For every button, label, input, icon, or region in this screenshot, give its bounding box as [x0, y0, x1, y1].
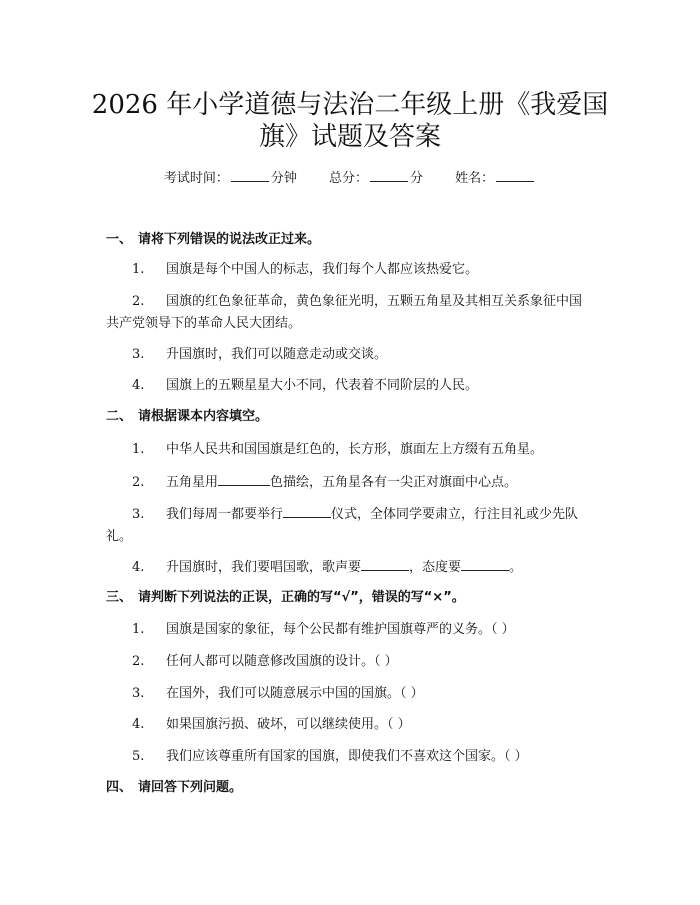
- exam-time-field: [164, 169, 297, 188]
- fill-in-blank: [283, 503, 331, 518]
- exam-meta: [0, 169, 700, 188]
- question-item: [106, 651, 606, 673]
- section-4-heading: [106, 779, 242, 797]
- question-text: 仪式，全体同学要肃立，行注目礼或少先队: [331, 507, 579, 522]
- question-text: ，态度要: [409, 560, 462, 575]
- question-text: 。: [509, 560, 523, 575]
- question-number: 1.: [132, 442, 145, 457]
- question-text: 中华人民共和国国旗是红色的，长方形，旗面左上方缀有五角星。: [166, 442, 544, 457]
- total-score-field: [329, 169, 423, 188]
- question-item: [106, 746, 606, 768]
- question-text: 色描绘，五角星各有一尖正对旗面中心点。: [270, 475, 518, 490]
- question-text: 在国外，我们可以随意展示中国的国旗。（ ）: [166, 686, 424, 701]
- exam-time-unit: 分钟: [270, 171, 297, 186]
- question-number: 5.: [132, 749, 145, 764]
- fill-in-blank: [218, 471, 270, 486]
- question-number: 3.: [132, 347, 145, 362]
- question-number: 4.: [132, 378, 145, 393]
- question-text: 如果国旗污损、破坏，可以继续使用。（ ）: [166, 717, 411, 732]
- question-text: 升国旗时，我们可以随意走动或交谈。: [166, 347, 388, 362]
- question-item: [106, 259, 606, 281]
- section-number: 一、: [106, 232, 133, 247]
- question-item: [106, 714, 606, 736]
- question-item: [106, 556, 606, 579]
- question-text: 国旗是每个中国人的标志，我们每个人都应该热爱它。: [166, 262, 479, 277]
- section-title: 请将下列错误的说法改正过来。: [138, 232, 321, 247]
- section-3-heading: [106, 589, 465, 607]
- fill-in-blank: [361, 556, 409, 571]
- question-item: [106, 375, 606, 397]
- question-number: 1.: [132, 262, 145, 277]
- question-item: [106, 439, 606, 461]
- question-text-continued: 共产党领导下的革命人民大团结。: [106, 316, 302, 331]
- exam-time-label: 考试时间：: [163, 171, 229, 186]
- question-text-continued: 礼。: [106, 529, 133, 544]
- question-item: [106, 683, 606, 705]
- fill-in-blank: [461, 556, 509, 571]
- question-number: 1.: [132, 622, 145, 637]
- question-number: 3.: [132, 507, 145, 522]
- question-text: 国旗的红色象征革命，黄色象征光明，五颗五角星及其相互关系象征中国: [166, 294, 583, 309]
- section-1-heading: [106, 231, 320, 249]
- section-title: 请回答下列问题。: [138, 780, 243, 795]
- total-score-label: 总分：: [328, 171, 368, 186]
- question-text: 国旗上的五颗星星大小不同，代表着不同阶层的人民。: [166, 378, 479, 393]
- exam-time-blank: [231, 169, 269, 182]
- question-number: 4.: [132, 560, 145, 575]
- question-text: 任何人都可以随意修改国旗的设计。（ ）: [166, 654, 398, 669]
- name-field: [455, 169, 536, 188]
- question-number: 2.: [132, 654, 145, 669]
- section-number: 四、: [106, 780, 133, 795]
- question-text: 五角星用: [166, 475, 219, 490]
- total-score-unit: 分: [410, 171, 424, 186]
- total-score-blank: [370, 169, 408, 182]
- question-text: 升国旗时，我们要唱国歌，歌声要: [166, 560, 362, 575]
- name-label: 姓名：: [455, 171, 495, 186]
- section-number: 三、: [106, 590, 133, 605]
- question-item: [106, 471, 606, 494]
- page-title-line-1: 2026 年小学道德与法治二年级上册《我爱国: [91, 90, 609, 120]
- question-number: 2.: [132, 475, 145, 490]
- question-item: [106, 344, 606, 366]
- question-text: 我们每周一都要举行: [166, 507, 284, 522]
- question-item: [106, 291, 606, 335]
- section-title: 请根据课本内容填空。: [138, 409, 269, 424]
- question-number: 4.: [132, 717, 145, 732]
- section-2-heading: [106, 408, 268, 426]
- question-item: [106, 619, 606, 641]
- question-number: 3.: [132, 686, 145, 701]
- section-title: 请判断下列说法的正误，正确的写“√”，错误的写“×”。: [138, 590, 465, 605]
- question-text: 国旗是国家的象征，每个公民都有维护国旗尊严的义务。（ ）: [166, 622, 515, 637]
- question-item: [106, 503, 606, 548]
- name-blank: [496, 169, 534, 182]
- question-text: 我们应该尊重所有国家的国旗，即使我们不喜欢这个国家。（ ）: [166, 749, 528, 764]
- question-number: 2.: [132, 294, 145, 309]
- page-title-line-2: 旗》试题及答案: [258, 122, 441, 152]
- section-number: 二、: [106, 409, 133, 424]
